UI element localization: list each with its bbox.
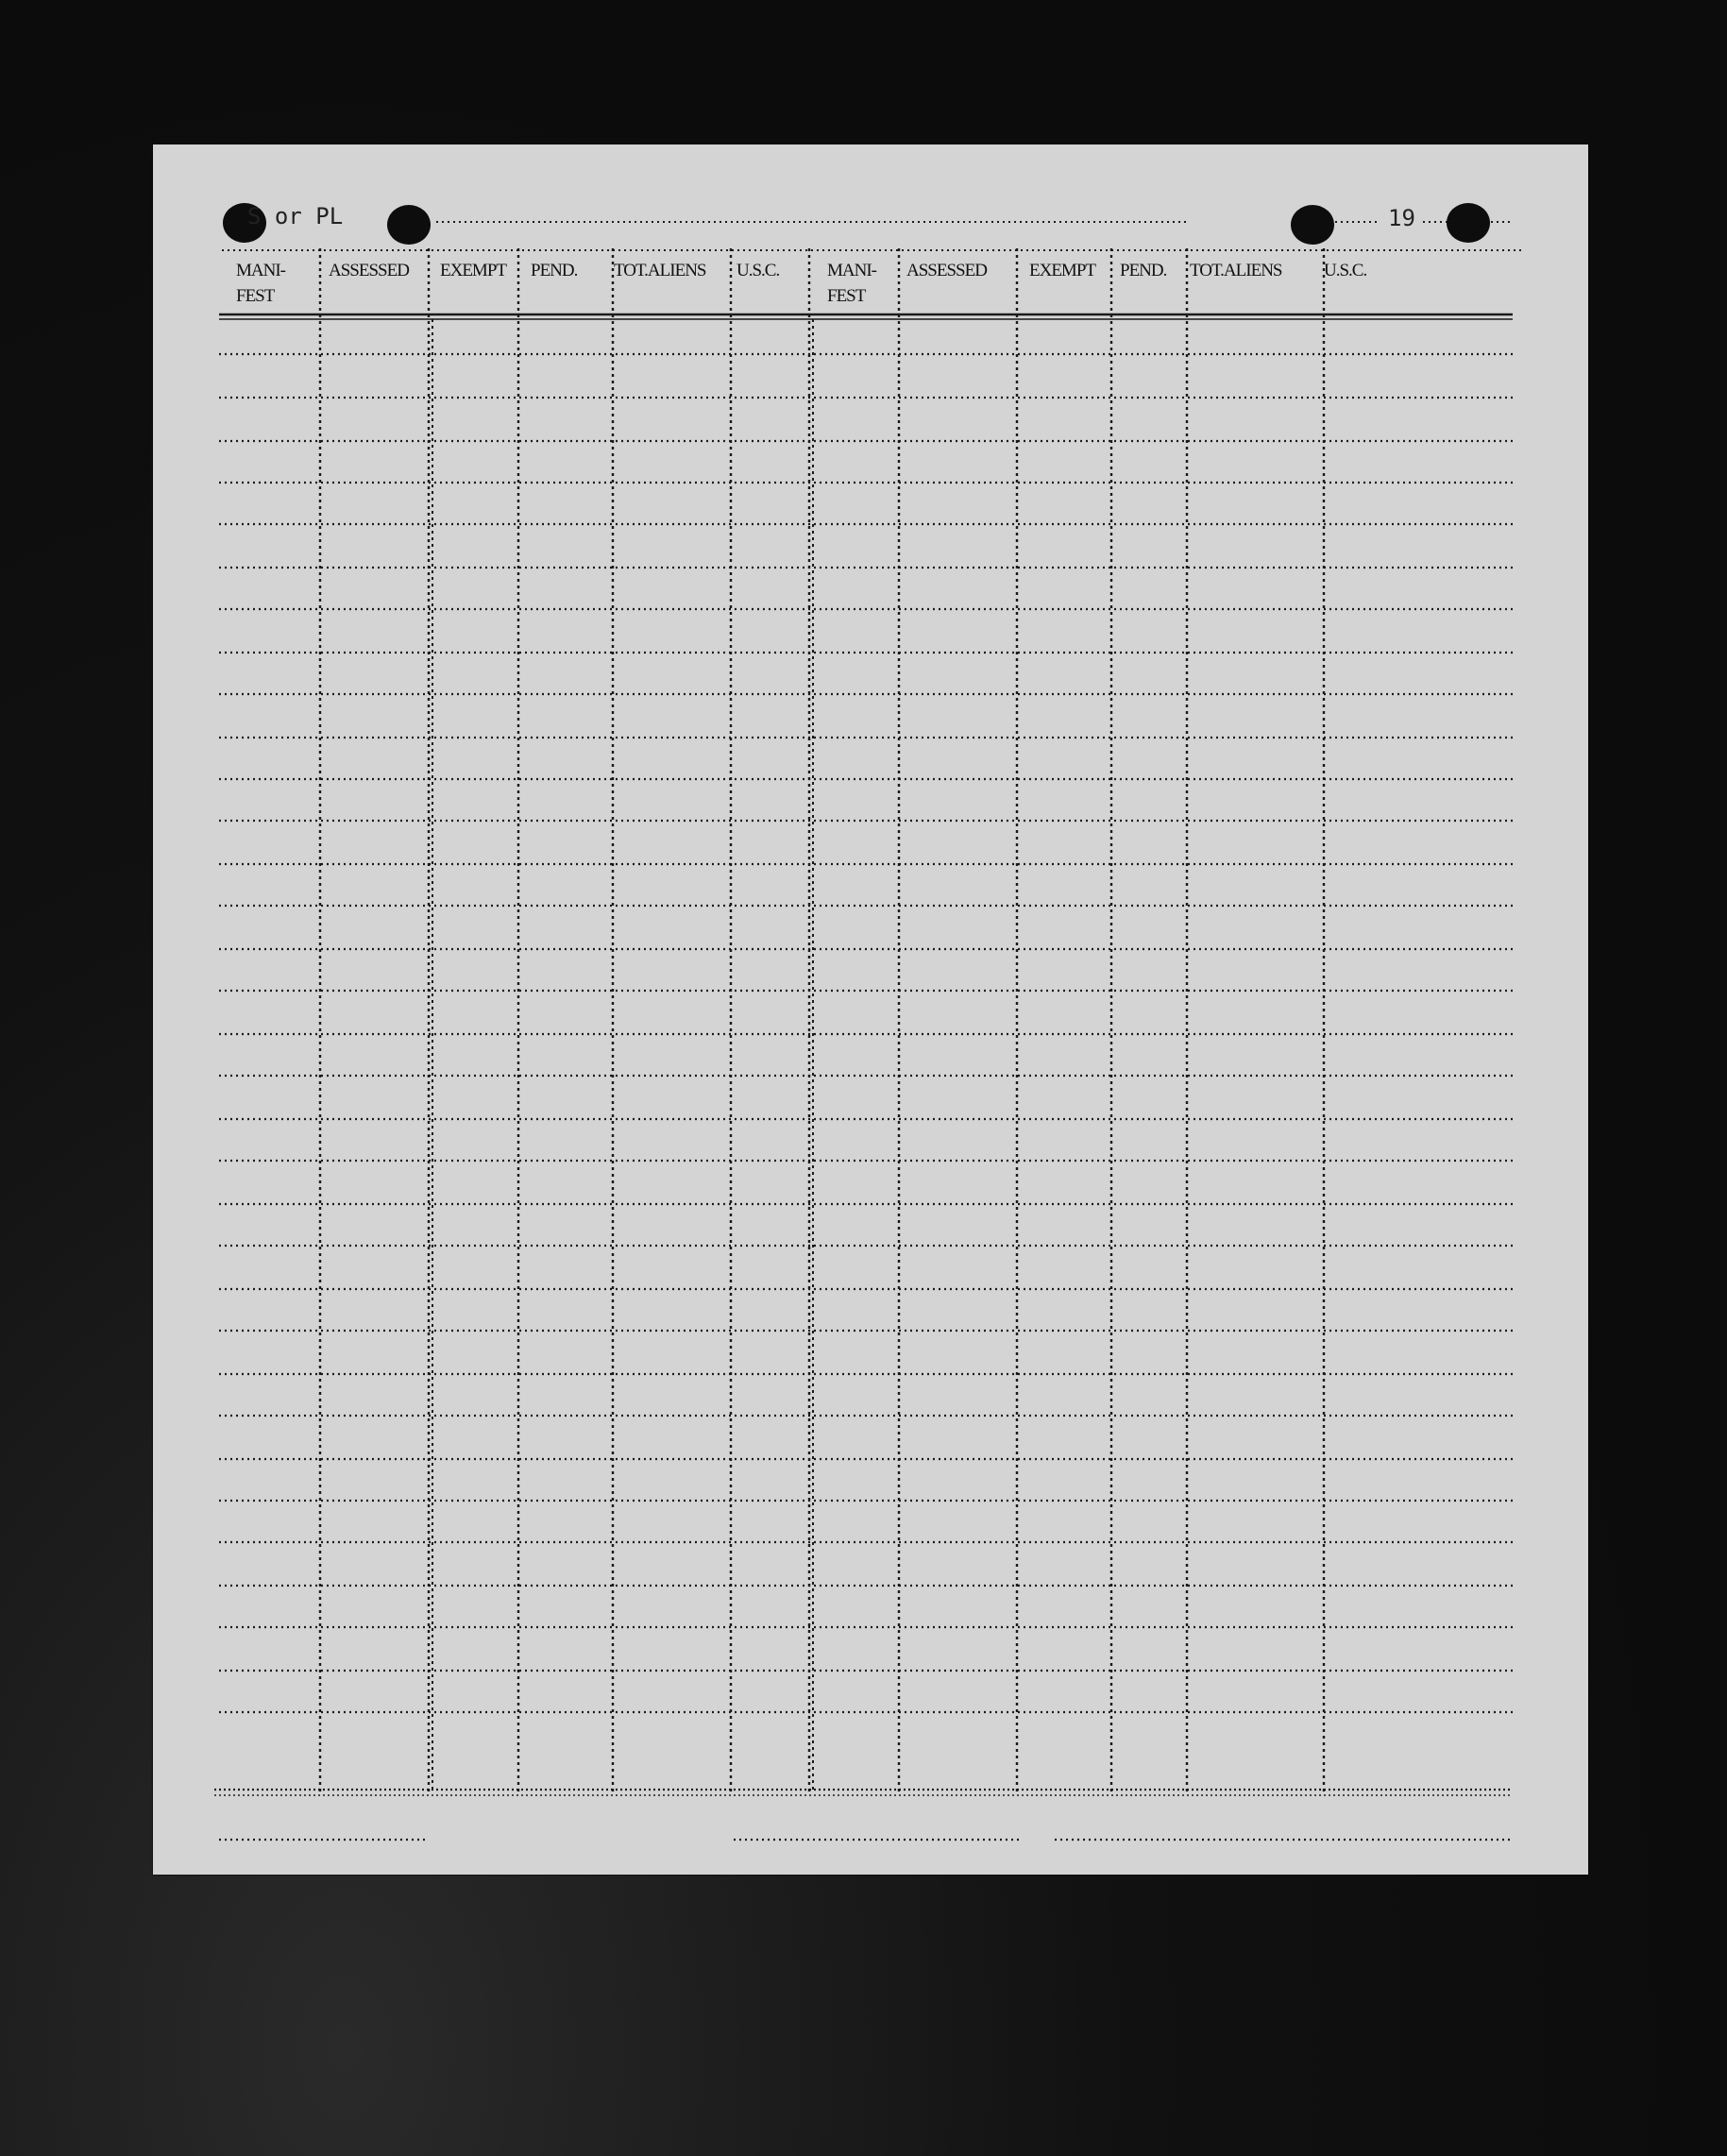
year-label: 19 bbox=[1388, 205, 1415, 231]
punch-hole-icon bbox=[1447, 203, 1490, 243]
column-header-manifest: MANI- FEST bbox=[236, 261, 285, 306]
ledger-grid bbox=[153, 144, 1588, 1875]
column-header-pending: PEND. bbox=[531, 261, 578, 280]
column-header-total-aliens: TOT.ALIENS bbox=[1190, 261, 1282, 280]
column-header-usc: U.S.C. bbox=[737, 261, 780, 280]
column-header-usc: U.S.C. bbox=[1324, 261, 1367, 280]
ledger-form-sheet bbox=[153, 144, 1588, 1875]
form-prefix-label: S or PL bbox=[247, 203, 344, 229]
column-header-pending: PEND. bbox=[1120, 261, 1167, 280]
punch-hole-icon bbox=[387, 205, 431, 245]
column-header-total-aliens: TOT.ALIENS bbox=[614, 261, 706, 280]
column-header-exempt: EXEMPT bbox=[440, 261, 506, 280]
column-header-exempt: EXEMPT bbox=[1029, 261, 1095, 280]
punch-hole-icon bbox=[1291, 205, 1334, 245]
column-header-assessed: ASSESSED bbox=[906, 261, 987, 280]
column-header-assessed: ASSESSED bbox=[329, 261, 409, 280]
column-header-manifest: MANI- FEST bbox=[827, 261, 876, 306]
